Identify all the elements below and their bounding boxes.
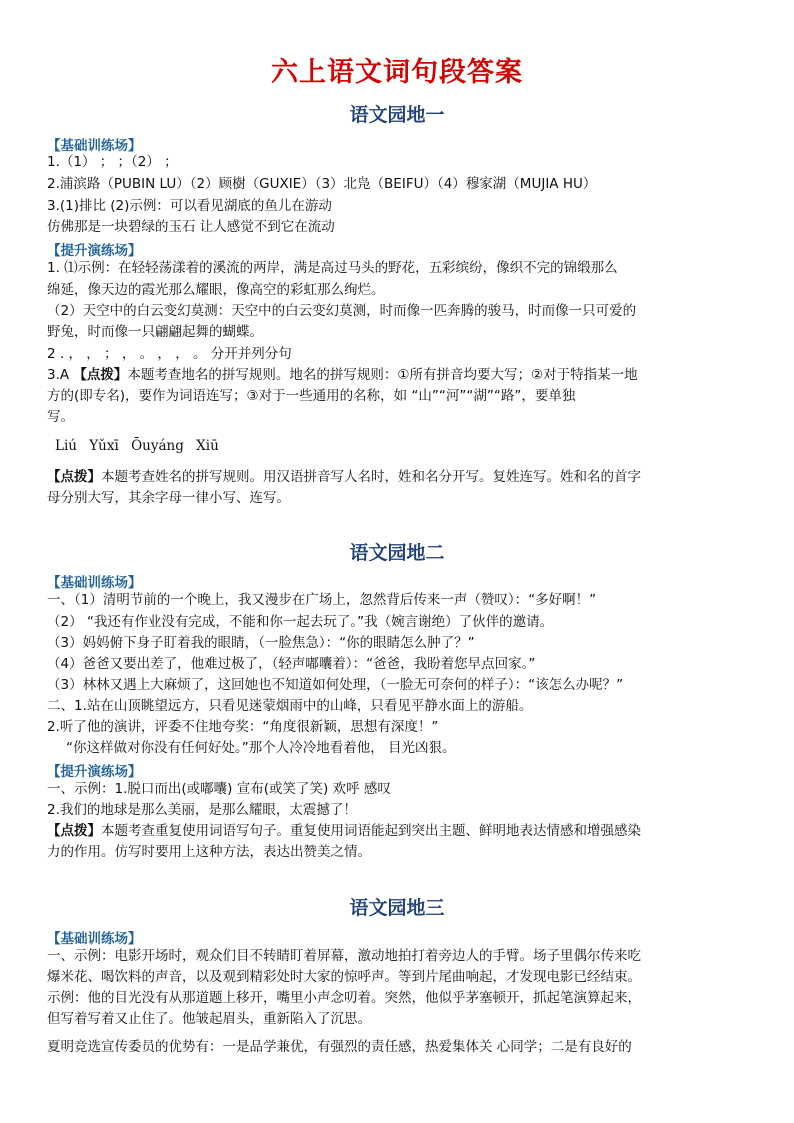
hint-label: 【点拨】 [47, 823, 101, 839]
s1-line-3: 3.(1)排比 (2)示例：可以看见湖底的鱼儿在游动 [47, 198, 332, 214]
s3-line-2: 爆米花、喝饮料的声音，以及观到精彩处时大家的惊呼声。等到片尾曲响起，才发现电影已经结束。 [47, 969, 641, 985]
s2-line-12: 力的作用。仿写时要用上这种方法，表达出赞美之情。 [47, 844, 371, 860]
s1-line-7: （2）天空中的白云变幻莫测：天空中的白云变幻莫测，时而像一匹奔腾的骏马，时而像一只可爱的 [47, 303, 637, 319]
s1-line-1: 1.（1） ； ；（2） ； [47, 154, 178, 170]
s1-hint-text: 本题考查地名的拼写规则。地名的拼写规则：①所有拼音均要大写；②对于特指某一地 [127, 367, 638, 383]
pinyin-names: Liú Yǔxī Ōuyáng Xiū [55, 438, 219, 454]
s1-line-11: 方的(即专名)，要作为词语连写；③对于一些通用的名称，如 “山”“河”“湖”“路”，要单独 [47, 388, 576, 404]
s1-line-9: 2 . ， ， ； ， 。 ， ， 。 分开并列分句 [47, 346, 292, 362]
document-title: 六上语文词句段答案 [271, 57, 523, 88]
s2-line-2: （2） “我还有作业没有完成，不能和你一起去玩了。”我（婉言谢绝）了伙伴的邀请。 [47, 614, 554, 630]
s1-line-5: 1. ⑴示例：在轻轻荡漾着的溪流的两岸，满是高过马头的野花，五彩缤纷，像织不完的锦缎那么 [47, 260, 618, 276]
s2-line-1: 一、（1）清明节前的一个晚上，我又漫步在广场上，忽然背后传来一声（赞叹）：“多好啊！” [47, 592, 597, 608]
s1-line-2: 2.浦滨路（PUBIN LU）（2）顾樹（GUXIE）（3）北凫（BEIFU）（4）穆家湖（MUJIA HU） [47, 176, 597, 192]
section-title-3: 语文园地三 [349, 897, 445, 919]
s1-line-13 [47, 467, 641, 487]
s1-line-6: 绵延，像天边的霞光那么耀眼，像高空的彩虹那么绚烂。 [47, 282, 385, 298]
s3-line-1: 一、示例：电影开场时，观众们目不转睛盯着屏幕，激动地拍打着旁边人的手臂。场子里偶尔传来吃 [47, 948, 641, 964]
basic-training-header: 【基础训练场】 [47, 575, 142, 591]
s1-line-8: 野兔，时而像一只翩翩起舞的蝴蝶。 [47, 324, 263, 340]
s2-line-10: 2.我们的地球是那么美丽，是那么耀眼，太震撼了！ [47, 802, 357, 818]
basic-training-header: 【基础训练场】 [47, 931, 142, 947]
s2-line-4: （4）爸爸又要出差了，他难过极了，（轻声嘟囔着）：“爸爸，我盼着您早点回家。” [47, 656, 536, 672]
s1-answer-a: 3.A [47, 367, 74, 383]
s2-line-6: 二、1.站在山顶眺望远方，只看见迷蒙烟雨中的山峰，只看见平静水面上的游船。 [47, 698, 533, 714]
s1-hint-text-2: 本题考查姓名的拼写规则。用汉语拼音写人名时，姓和名分开写。复姓连写。姓和名的首字 [101, 469, 641, 485]
s3-line-4: 但写着写着又止住了。他皱起眉头，重新陷入了沉思。 [47, 1011, 371, 1027]
s2-line-8: “你这样做对你没有任何好处。”那个人冷冷地看着他， 目光凶狠。 [66, 740, 456, 756]
section-title-2: 语文园地二 [349, 542, 445, 564]
s1-line-10 [47, 365, 638, 385]
hint-label: 【点拨】 [73, 367, 128, 383]
s1-line-4: 仿佛那是一块碧绿的玉石 让人感觉不到它在流动 [47, 219, 335, 235]
s3-line-3: 示例：他的目光没有从那道题上移开，嘴里小声念叨着。突然，他似乎茅塞顿开，抓起笔演算起来， [47, 990, 641, 1006]
advanced-training-header: 【提升演练场】 [47, 243, 142, 259]
advanced-training-header: 【提升演练场】 [47, 764, 142, 780]
hint-label: 【点拨】 [47, 469, 101, 485]
s2-line-9: 一、示例：1.脱口而出(或嘟囔) 宣布(或笑了笑) 欢呼 感叹 [47, 781, 391, 797]
s2-line-3: （3）妈妈俯下身子盯着我的眼睛，（一脸焦急）：“你的眼睛怎么肿了？” [47, 635, 475, 651]
section-title-1: 语文园地一 [349, 104, 445, 126]
basic-training-header: 【基础训练场】 [47, 138, 142, 154]
s2-line-11 [47, 821, 641, 841]
s2-line-5: （3）林林又遇上大麻烦了，这回她也不知道如何处理，（一脸无可奈何的样子）：“该怎么办呢？” [47, 677, 624, 693]
s2-line-7: 2.听了他的演讲，评委不住地夸奖：“角度很新颖，思想有深度！” [47, 719, 439, 735]
s3-line-5: 夏明竞选宣传委员的优势有：一是品学兼优，有强烈的责任感，热爱集体关 心同学；二是有良好的 [47, 1039, 632, 1055]
s1-line-12: 写。 [47, 409, 74, 425]
s2-hint-text: 本题考查重复使用词语写句子。重复使用词语能起到突出主题、鲜明地表达情感和增强感染 [101, 823, 641, 839]
s1-line-14: 母分别大写，其余字母一律小写、连写。 [47, 490, 290, 506]
